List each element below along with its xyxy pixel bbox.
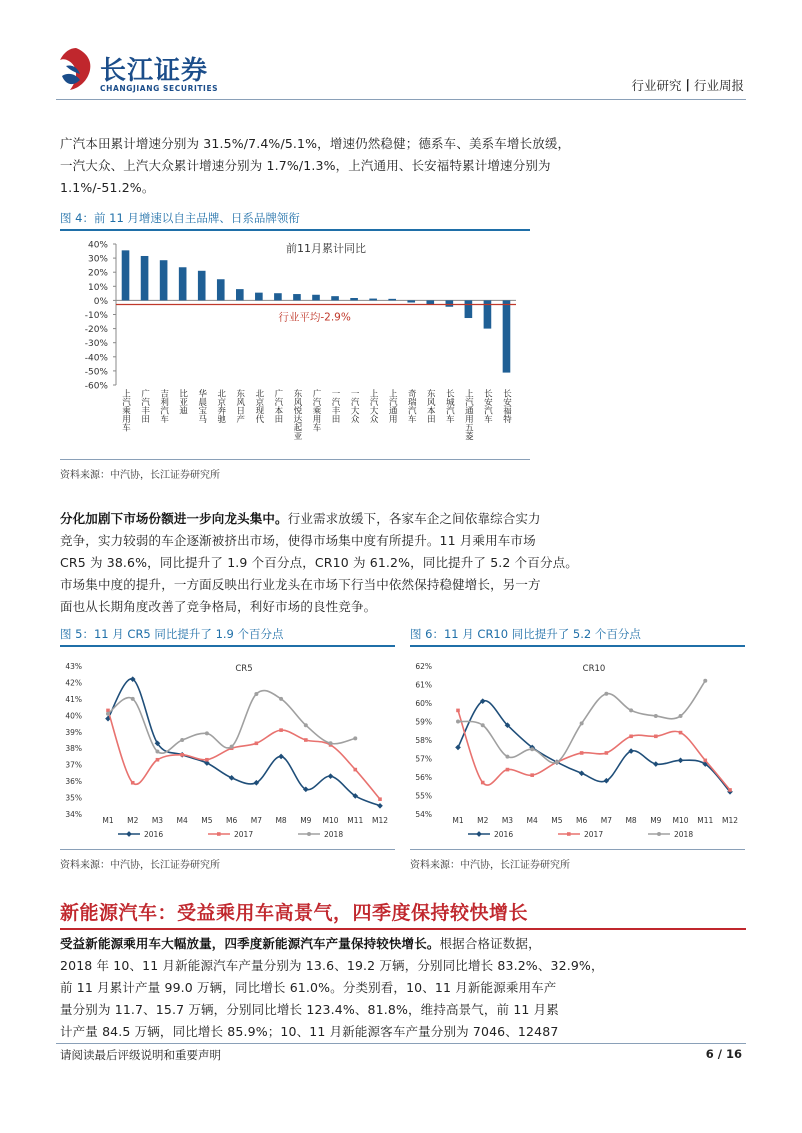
data-point <box>703 679 707 683</box>
bar <box>446 300 454 306</box>
legend-marker <box>217 832 221 836</box>
y-tick-label: 0% <box>93 296 108 307</box>
x-category-label: 广汽本田 <box>272 389 283 423</box>
data-point <box>278 754 284 760</box>
x-tick-label: M1 <box>102 816 114 825</box>
y-tick-label: 56% <box>415 773 432 782</box>
y-tick-label: 37% <box>65 760 82 770</box>
data-point <box>605 751 609 755</box>
bar <box>236 289 244 300</box>
x-tick-label: M7 <box>600 816 612 825</box>
x-tick-label: M1 <box>452 816 464 825</box>
nev-line: 量分别为 11.7、15.7 万辆，分别同比增长 123.4%、81.8%，维持高景气，前 11 月累 <box>60 1002 559 1017</box>
series-line-2016 <box>108 679 380 806</box>
figure-5-bottom-rule <box>60 849 395 850</box>
concentration-line: 市场集中度的提升，一方面反映出行业龙头在市场下行当中依然保持稳健增长，另一方 <box>60 577 541 592</box>
data-point <box>131 697 135 701</box>
y-tick-label: 36% <box>65 777 82 787</box>
data-point <box>679 731 683 735</box>
tag-separator: 丨 <box>681 78 694 93</box>
data-point <box>481 723 485 727</box>
x-tick-label: M6 <box>576 816 588 825</box>
data-point <box>205 731 209 735</box>
bar <box>350 298 358 300</box>
figure-5-source: 资料来源：中汽协，长江证券研究所 <box>60 860 220 871</box>
y-tick-label: -60% <box>84 381 108 392</box>
chart-title: CR10 <box>582 664 606 674</box>
y-tick-label: 57% <box>415 754 432 764</box>
x-category-label: 北京现代 <box>253 389 264 423</box>
data-point <box>329 741 333 745</box>
logo <box>56 44 256 100</box>
concentration-lead: 分化加剧下市场份额进一步向龙头集中。 <box>60 511 288 526</box>
x-category-label: 奇瑞汽车 <box>406 389 417 423</box>
x-tick-label: M12 <box>371 816 389 825</box>
report-category: 行业研究 <box>631 78 682 93</box>
bar <box>503 300 511 372</box>
logo-chinese-text: 长江证券 <box>100 56 209 86</box>
data-point <box>205 758 209 762</box>
concentration-line-rest: 行业需求放缓下，各家车企之间依靠综合实力 <box>287 511 541 526</box>
y-tick-label: 20% <box>87 268 108 279</box>
legend-label: 2018 <box>674 830 694 839</box>
footer-divider <box>56 1043 746 1044</box>
nev-paragraph <box>60 933 750 1043</box>
data-point <box>279 728 283 732</box>
y-tick-label: -50% <box>84 367 108 378</box>
data-point <box>580 721 584 725</box>
x-tick-label: M5 <box>551 816 563 825</box>
header-divider <box>56 99 746 100</box>
x-category-label: 一汽大众 <box>349 389 360 423</box>
y-tick-label: 41% <box>65 694 82 704</box>
bar <box>255 293 263 301</box>
logo-emblem-icon <box>56 46 96 92</box>
data-point <box>328 773 334 779</box>
x-tick-label: M2 <box>477 816 489 825</box>
x-tick-label: M5 <box>201 816 213 825</box>
x-tick-label: M10 <box>322 816 339 825</box>
y-tick-label: 39% <box>65 727 82 737</box>
bar-chart <box>60 232 530 457</box>
figure-6-bottom-rule <box>410 849 745 850</box>
x-tick-label: M4 <box>176 816 188 825</box>
series-line-2017 <box>108 710 380 799</box>
data-point <box>255 741 259 745</box>
section-title: 新能源汽车：受益乘用车高景气，四季度保持较快增长 <box>60 902 529 924</box>
bar <box>465 300 473 318</box>
nev-line: 计产量 84.5 万辆，同比增长 85.9%；10、11 月新能源客车产量分别为 7046、12487 <box>60 1024 559 1039</box>
y-tick-label: 10% <box>87 282 108 293</box>
bar <box>369 299 377 301</box>
y-tick-label: -20% <box>84 325 108 336</box>
data-point <box>378 797 382 801</box>
figure-6-caption: 图 6：11 月 CR10 同比提升了 5.2 个百分点 <box>410 627 641 641</box>
y-tick-label: 40% <box>65 711 82 721</box>
x-category-label: 长安福特 <box>501 389 512 423</box>
legend-marker <box>307 832 311 836</box>
y-tick-label: 58% <box>415 736 432 745</box>
x-category-label: 长城汽车 <box>444 389 455 423</box>
bar <box>388 299 396 301</box>
page-number: 6 / 16 <box>705 1047 742 1061</box>
x-category-label: 华晨宝马 <box>196 389 207 423</box>
data-point <box>678 758 684 764</box>
y-tick-label: 59% <box>415 717 432 727</box>
bar <box>122 250 130 300</box>
x-tick-label: M10 <box>672 816 689 825</box>
x-tick-label: M11 <box>697 816 714 825</box>
y-tick-label: 42% <box>65 678 82 688</box>
chart-title: 前11月累计同比 <box>286 242 366 255</box>
legend-marker <box>476 831 482 837</box>
figure-4-caption: 图 4：前 11 月增速以自主品牌、日系品牌领衔 <box>60 211 300 225</box>
data-point <box>604 692 608 696</box>
footer-disclaimer: 请阅读最后评级说明和重要声明 <box>60 1048 221 1062</box>
section-title-rule <box>60 928 746 930</box>
industry-average-label: 行业平均-2.9% <box>278 311 351 324</box>
x-category-label: 上汽通用 <box>387 389 398 423</box>
concentration-line: CR5 为 38.6%，同比提升了 1.9 个百分点，CR10 为 61.2%，同比提升了 5.2 个百分点。 <box>60 555 578 570</box>
x-tick-label: M9 <box>650 816 662 825</box>
legend-label: 2016 <box>144 830 164 839</box>
data-point <box>530 773 534 777</box>
x-tick-label: M6 <box>226 816 238 825</box>
data-point <box>629 735 633 739</box>
nev-line: 前 11 月累计产量 99.0 万辆，同比增长 61.0%。分类别看，10、11 月新能源乘用车产 <box>60 980 557 995</box>
concentration-line <box>60 508 750 530</box>
data-point <box>679 714 683 718</box>
data-point <box>353 768 357 772</box>
figure-5-top-rule <box>60 645 395 647</box>
data-point <box>156 758 160 762</box>
data-point <box>455 745 461 751</box>
data-point <box>580 751 584 755</box>
bar <box>217 279 225 300</box>
figure-5-caption: 图 5：11 月 CR5 同比提升了 1.9 个百分点 <box>60 627 284 641</box>
y-tick-label: 43% <box>65 662 82 671</box>
legend-marker <box>126 831 132 837</box>
series-line-2018 <box>108 691 355 754</box>
concentration-line: 面也从长期角度改善了竞争格局，利好市场的良性竞争。 <box>60 599 377 614</box>
x-tick-label: M3 <box>151 816 164 825</box>
data-point <box>703 759 707 763</box>
legend-marker <box>657 832 661 836</box>
data-point <box>530 747 534 751</box>
data-point <box>304 723 308 727</box>
report-subtype: 行业周报 <box>693 78 744 93</box>
y-tick-label: 38% <box>65 744 82 754</box>
data-point <box>279 697 283 701</box>
bar <box>331 296 339 300</box>
nev-lead: 受益新能源乘用车大幅放量，四季度新能源汽车产量保持较快增长。 <box>60 936 440 951</box>
x-category-label: 比亚迪 <box>177 389 188 415</box>
y-tick-label: 61% <box>415 680 432 690</box>
cr5-line-chart <box>60 648 395 846</box>
x-tick-label: M9 <box>300 816 312 825</box>
bar <box>407 300 415 302</box>
x-tick-label: M7 <box>250 816 262 825</box>
legend-label: 2016 <box>494 830 514 839</box>
x-category-label: 东风日产 <box>234 389 245 423</box>
data-point <box>579 770 585 776</box>
nev-line <box>60 933 750 955</box>
y-tick-label: -40% <box>84 353 108 364</box>
y-tick-label: 60% <box>415 699 432 708</box>
concentration-paragraph <box>60 508 750 618</box>
logo-english-text: CHANGJIANG SECURITIES <box>100 84 219 93</box>
concentration-line: 竞争，实力较弱的车企逐渐被挤出市场，使得市场集中度有所提升。11 月乘用车市场 <box>60 533 536 548</box>
x-category-label: 上汽通用五菱 <box>463 389 474 440</box>
bar <box>293 294 301 300</box>
figure-6-source: 资料来源：中汽协，长江证券研究所 <box>410 860 570 871</box>
series-line-2017 <box>458 710 730 790</box>
x-tick-label: M11 <box>347 816 364 825</box>
data-point <box>481 781 485 785</box>
figure-4-bottom-rule <box>60 459 530 460</box>
report-type <box>631 76 744 94</box>
x-tick-label: M8 <box>625 816 637 825</box>
x-category-label: 东风悦达起亚 <box>291 389 302 440</box>
y-tick-label: 40% <box>87 240 108 251</box>
legend-label: 2017 <box>234 830 254 839</box>
x-category-label: 一汽丰田 <box>330 389 341 423</box>
data-point <box>728 788 732 792</box>
nev-line: 2018 年 10、11 月新能源汽车产量分别为 13.6、19.2 万辆，分别同比增长 83.2%、32.9%， <box>60 958 604 973</box>
bar <box>312 295 320 301</box>
x-category-label: 长安汽车 <box>482 389 493 423</box>
bar <box>160 260 168 300</box>
data-point <box>456 720 460 724</box>
data-point <box>180 753 184 757</box>
data-point <box>131 781 135 785</box>
legend-label: 2017 <box>584 830 604 839</box>
figure-4-top-rule <box>60 229 530 231</box>
x-category-label: 广汽乘用车 <box>311 389 321 432</box>
y-tick-label: 30% <box>87 254 108 265</box>
bar <box>179 267 187 300</box>
data-point <box>506 768 510 772</box>
x-category-label: 吉利汽车 <box>158 389 169 423</box>
x-tick-label: M3 <box>501 816 514 825</box>
x-category-label: 上汽大众 <box>368 389 379 423</box>
x-tick-label: M4 <box>526 816 538 825</box>
x-category-label: 广汽丰田 <box>139 389 150 423</box>
data-point <box>456 709 460 713</box>
data-point <box>180 738 184 742</box>
intro-line: 一汽大众、上汽大众累计增速分别为 1.7%/1.3%，上汽通用、长安福特累计增速分别为 <box>60 158 551 173</box>
data-point <box>230 745 234 749</box>
nev-line-rest: 根据合格证数据， <box>439 936 541 951</box>
intro-line: 1.1%/-51.2%。 <box>60 180 155 195</box>
data-point <box>555 760 559 764</box>
x-tick-label: M2 <box>127 816 139 825</box>
data-point <box>106 712 110 716</box>
y-tick-label: 54% <box>415 810 432 819</box>
y-tick-label: -30% <box>84 339 108 350</box>
x-tick-label: M12 <box>721 816 739 825</box>
bar <box>141 256 149 300</box>
legend-label: 2018 <box>324 830 344 839</box>
data-point <box>229 775 235 781</box>
data-point <box>505 755 509 759</box>
figure-6-top-rule <box>410 645 745 647</box>
data-point <box>629 708 633 712</box>
data-point <box>377 803 383 809</box>
y-tick-label: 55% <box>415 791 432 801</box>
data-point <box>653 761 659 767</box>
data-point <box>304 738 308 742</box>
intro-paragraph <box>60 133 750 199</box>
legend-marker <box>567 832 571 836</box>
data-point <box>155 750 159 754</box>
data-point <box>654 714 658 718</box>
y-tick-label: -10% <box>84 311 108 321</box>
x-category-label: 北京奔驰 <box>215 389 226 423</box>
data-point <box>654 735 658 739</box>
y-tick-label: 34% <box>65 810 82 819</box>
bar <box>198 271 206 301</box>
bar <box>274 293 282 300</box>
x-category-label: 东风本田 <box>425 389 436 423</box>
intro-line: 广汽本田累计增速分别为 31.5%/7.4%/5.1%，增速仍然稳健；德系车、美系车增长放缓， <box>60 136 571 151</box>
data-point <box>254 692 258 696</box>
figure-4-source: 资料来源：中汽协，长江证券研究所 <box>60 470 220 481</box>
x-category-label: 上汽乘用车 <box>120 389 131 432</box>
y-tick-label: 35% <box>65 793 82 803</box>
cr10-line-chart <box>410 648 745 846</box>
x-tick-label: M8 <box>275 816 287 825</box>
y-tick-label: 62% <box>415 662 432 671</box>
data-point <box>353 736 357 740</box>
chart-title: CR5 <box>235 664 253 674</box>
